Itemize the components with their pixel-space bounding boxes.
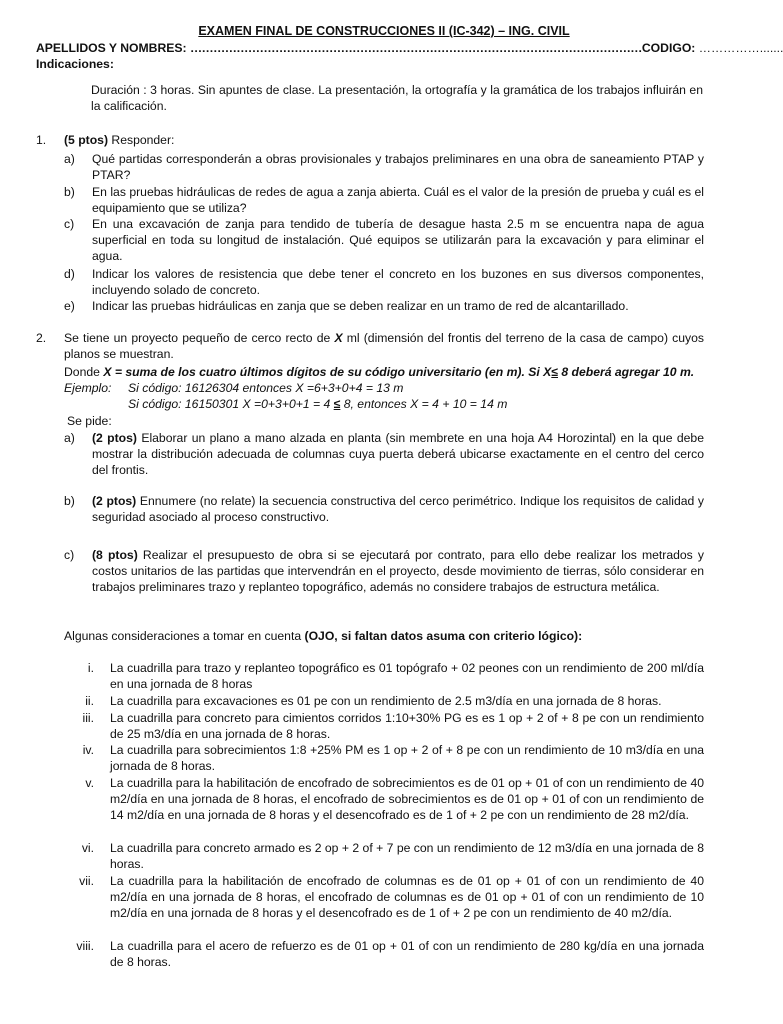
q2-donde-b: X = suma de los cuatro últimos dígitos de su código universitario (en m). Si X bbox=[103, 365, 552, 379]
q2-item-b-points: (2 ptos) bbox=[92, 494, 137, 508]
roman-v-label: v. bbox=[85, 776, 94, 790]
q2-item-a-label: a) bbox=[64, 431, 75, 445]
q1-item-c-text: En una excavación de zanja para tendido de tubería de desague hasta 2.5 m se encuentra napa de agua superficial en toda su longitud de instalación. Qué equipos se utilizarán para la excavación y para eliminar el agua. bbox=[92, 217, 704, 264]
q1-item-e-text: Indicar las pruebas hidráulicas en zanja que se deben realizar en un tramo de red de alcantarillado. bbox=[92, 299, 629, 313]
q1-number: 1. bbox=[36, 133, 47, 147]
roman-iv-label: iv. bbox=[82, 743, 94, 757]
q2-considerations-a: Algunas consideraciones a tomar en cuenta bbox=[64, 629, 305, 643]
q2-item-a-text bbox=[92, 430, 704, 479]
q2-item-c-text bbox=[92, 547, 704, 596]
roman-iv-text: La cuadrilla para sobrecimientos 1:8 +25% PM es 1 op + 2 of + 8 pe con un rendimiento de 10 m3/día en una jornada de 8 horas. bbox=[110, 743, 704, 774]
roman-ii-label: ii. bbox=[85, 694, 94, 708]
roman-iii-label: iii. bbox=[82, 711, 94, 725]
roman-vii-label: vii. bbox=[79, 874, 94, 888]
student-info-line bbox=[36, 40, 783, 56]
q2-donde-c: 8 deberá agregar 10 m. bbox=[558, 365, 695, 379]
q1-prompt: Responder: bbox=[108, 133, 175, 147]
q2-donde-le: ≤ bbox=[551, 365, 558, 379]
roman-i-label: i. bbox=[87, 661, 94, 675]
q2-ejemplo-2b: 8, entonces X = 4 + 10 = 14 m bbox=[340, 397, 508, 411]
q2-intro-x: X bbox=[334, 331, 343, 345]
q2-item-b-body: Ennumere (no relate) la secuencia constructiva del cerco perimétrico. Indique los requisitos de calidad y seguridad asociado al proceso constructivo. bbox=[92, 494, 705, 525]
q1-item-b-text: En las pruebas hidráulicas de redes de agua a zanja abierta. Cuál es el valor de la presión de prueba y cuál es el equipamiento que se utiliza? bbox=[92, 185, 704, 216]
roman-vi-text: La cuadrilla para concreto armado es 2 op + 2 of + 7 pe con un rendimiento de 12 m3/día en una jornada de 8 horas. bbox=[110, 841, 704, 872]
q1-item-a-text: Qué partidas corresponderán a obras provisionales y trabajos preliminares en una obra de saneamiento PTAP y PTAR? bbox=[92, 152, 704, 183]
q1-item-d-text: Indicar los valores de resistencia que debe tener el concreto en los buzones en sus diversos componentes, incluyendo solado de concreto. bbox=[92, 267, 704, 298]
q2-intro-b: ml (dimensión del frontis del terreno de la casa de campo) cuyos planos se muestran. bbox=[64, 331, 704, 362]
q1-heading bbox=[64, 132, 174, 148]
code-label: CODIGO: bbox=[641, 41, 699, 55]
q2-considerations bbox=[64, 628, 582, 644]
q1-item-c-label: c) bbox=[64, 217, 75, 231]
q2-donde-a: Donde bbox=[64, 365, 104, 379]
q2-item-a-body: Elaborar un plano a mano alzada en planta (sin membrete en una hoja A4 Horozintal) en la que debe mostrar la distribución adecuada de columnas cuya puerta deberá ubicarse exactamente en el centro del cerco del frontis. bbox=[92, 431, 704, 478]
indications-label: Indicaciones: bbox=[36, 57, 114, 71]
roman-vi-label: vi. bbox=[81, 841, 94, 855]
q2-ejemplo-label: Ejemplo: bbox=[64, 381, 112, 395]
roman-viii-text: La cuadrilla para el acero de refuerzo es de 01 op + 01 of con un rendimiento de 280 kg/día en una jornada de 8 horas. bbox=[110, 939, 704, 970]
roman-viii-label: viii. bbox=[76, 939, 94, 953]
q2-item-c-label: c) bbox=[64, 548, 75, 562]
q2-ejemplo-2 bbox=[128, 396, 507, 412]
q2-item-b-text bbox=[92, 493, 704, 525]
q2-ejemplo-2-le: ≤ bbox=[333, 397, 341, 411]
q1-item-a-label: a) bbox=[64, 152, 75, 166]
roman-i-text: La cuadrilla para trazo y replanteo topográfico es 01 topógrafo + 02 peones con un rendimiento de 200 ml/día en una jornada de 8 horas bbox=[110, 661, 704, 692]
roman-vii-text: La cuadrilla para la habilitación de encofrado de columnas es de 01 op + 01 of con un rendimiento de 40 m2/día en una jornada de 8 horas, el encofrado de columnas es de 01 op + 01 of con un rendimiento de 10 m2/día en una jornada de 8 horas y el desencofrado es de 1 of + 2 pe con un rendimiento de 40 m2/día. bbox=[110, 874, 704, 921]
q2-considerations-b: (OJO, si faltan datos asuma con criterio lógico): bbox=[304, 629, 583, 643]
q2-item-a-points: (2 ptos) bbox=[92, 431, 137, 445]
q1-points: (5 ptos) bbox=[64, 133, 109, 147]
roman-ii-text: La cuadrilla para excavaciones es 01 pe con un rendimiento de 2.5 m3/día en una jornada de 8 horas. bbox=[110, 694, 662, 708]
exam-title: EXAMEN FINAL DE CONSTRUCCIONES II (IC-342) – ING. CIVIL bbox=[198, 24, 570, 38]
names-label: APELLIDOS Y NOMBRES: bbox=[36, 41, 190, 55]
q2-se-pide: Se pide: bbox=[67, 414, 112, 428]
q2-ejemplo-2a: Si código: 16150301 X =0+3+0+1 = 4 bbox=[128, 397, 334, 411]
q2-donde-line bbox=[64, 364, 694, 380]
q2-number: 2. bbox=[36, 331, 47, 345]
indications-text: Duración : 3 horas. Sin apuntes de clase. La presentación, la ortografía y la gramática de los trabajos influirán en la calificación. bbox=[91, 83, 703, 114]
q2-ejemplo-1: Si código: 16126304 entonces X =6+3+0+4 = 13 m bbox=[128, 381, 404, 395]
q1-item-b-label: b) bbox=[64, 185, 75, 199]
code-dots: ……………....... bbox=[698, 41, 783, 55]
roman-v-text: La cuadrilla para la habilitación de encofrado de sobrecimientos es de 01 op + 01 of con un rendimiento de 40 m2/día en una jornada de 8 horas, el encofrado de sobrecimientos es de 01 op + 01 of con un rendimiento de 14 m2/día en una jornada de 8 horas y el desencofrado es de 1 of + 2 pe con un rendimiento de 28 m2/día. bbox=[110, 776, 704, 823]
q2-item-c-body: Realizar el presupuesto de obra si se ejecutará por contrato, para ello debe realizar los metrados y costos unitarios de las partidas que intervendrán en el proyecto, desde movimiento de tierras, sólo considerar en trabajos preliminares trazo y replanteo topográfico, además no considere trabajos de estructura metálica. bbox=[92, 548, 704, 595]
names-dots: ……………………………………………………………………………………………………… bbox=[189, 41, 642, 55]
q2-item-b-label: b) bbox=[64, 494, 75, 508]
q2-intro-a: Se tiene un proyecto pequeño de cerco recto de bbox=[64, 331, 335, 345]
q2-intro bbox=[64, 330, 704, 362]
q2-item-c-points: (8 ptos) bbox=[92, 548, 138, 562]
q1-item-d-label: d) bbox=[64, 267, 75, 281]
roman-iii-text: La cuadrilla para concreto para cimientos corridos 1:10+30% PG es es 1 op + 2 of + 8 pe con un rendimiento de 25 m3/día en una jornada de 8 horas. bbox=[110, 711, 704, 742]
q1-item-e-label: e) bbox=[64, 299, 75, 313]
